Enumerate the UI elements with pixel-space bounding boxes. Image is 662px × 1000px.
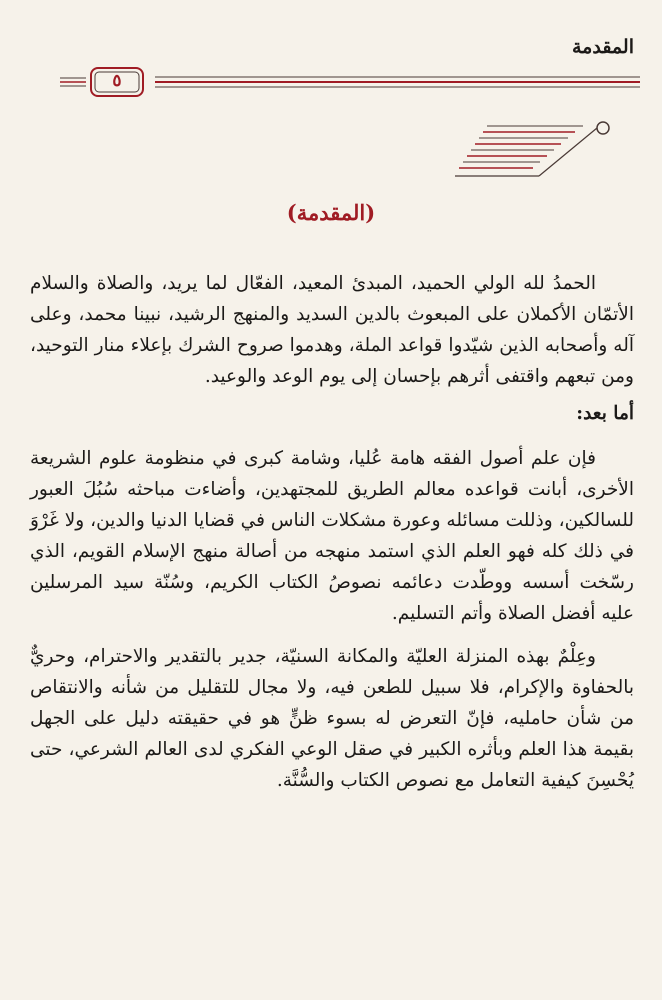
paragraph-status-of-science: وعِلْمٌ بهذه المنزلة العليّة والمكانة السنيّة، جدير بالتقدير والاحترام، وحريٌّ بالحفاوة والإكرام، فلا سبيل للطعن فيه، ولا مجال للتقليل من شأنه والانتقاص من شأن حامليه، فإنّ التعرض له بسوء ظنٍّ هو في حقيقته دليل على الجهل بقيمة هذا العلم وبأثره الكبير في صقل الوعي الفكري لدى العالم الشرعي، حتى يُحْسِنَ كيفية التعامل مع نصوص الكتاب والسُّنَّة. xyxy=(30,646,634,791)
paragraph-usul-al-fiqh: فإن علم أصول الفقه هامة عُليا، وشامة كبرى في منظومة علوم الشريعة الأخرى، أبانت قواعده معالم الطريق للمجتهدين، وأضاءت مباحثه سُبُلَ العبور للسالكين، وذللت مسائله وعورة مشكلات الناس في قضايا الدنيا والدين، ولا غَرْوَ في ذلك كله فهو العلم الذي استمد منهجه من أصالة منهج الإسلام القويم، الذي رسّخت أسسه ووطّدت دعائمه نصوصُ الكتاب الكريم، وسُنّة سيد المرسلين عليه أفضل الصلاة وأتم التسليم. xyxy=(30,448,634,624)
body-text xyxy=(30,268,634,796)
paragraph-opening: الحمدُ لله الولي الحميد، المبدئ المعيد، الفعّال لما يريد، والصلاة والسلام الأتمّان الأكملان على المبعوث بالدين السديد والمنهج الرشيد، نبينا محمد، وعلى آله وأصحابه الذين شيّدوا قواعد الملة، وهدموا صروح الشرك بإعلاء منار التوحيد، ومن تبعهم واقتفى أثرهم بإحسان إلى يوم الوعد والوعيد. xyxy=(30,273,634,387)
lead-in-heading: أما بعد: xyxy=(576,403,634,424)
section-title: (المقدمة) xyxy=(286,200,376,225)
section-ornament xyxy=(455,112,615,184)
page-number: ٥ xyxy=(112,71,122,91)
running-head-title: المقدمة xyxy=(571,36,634,58)
header-rule xyxy=(60,64,640,104)
